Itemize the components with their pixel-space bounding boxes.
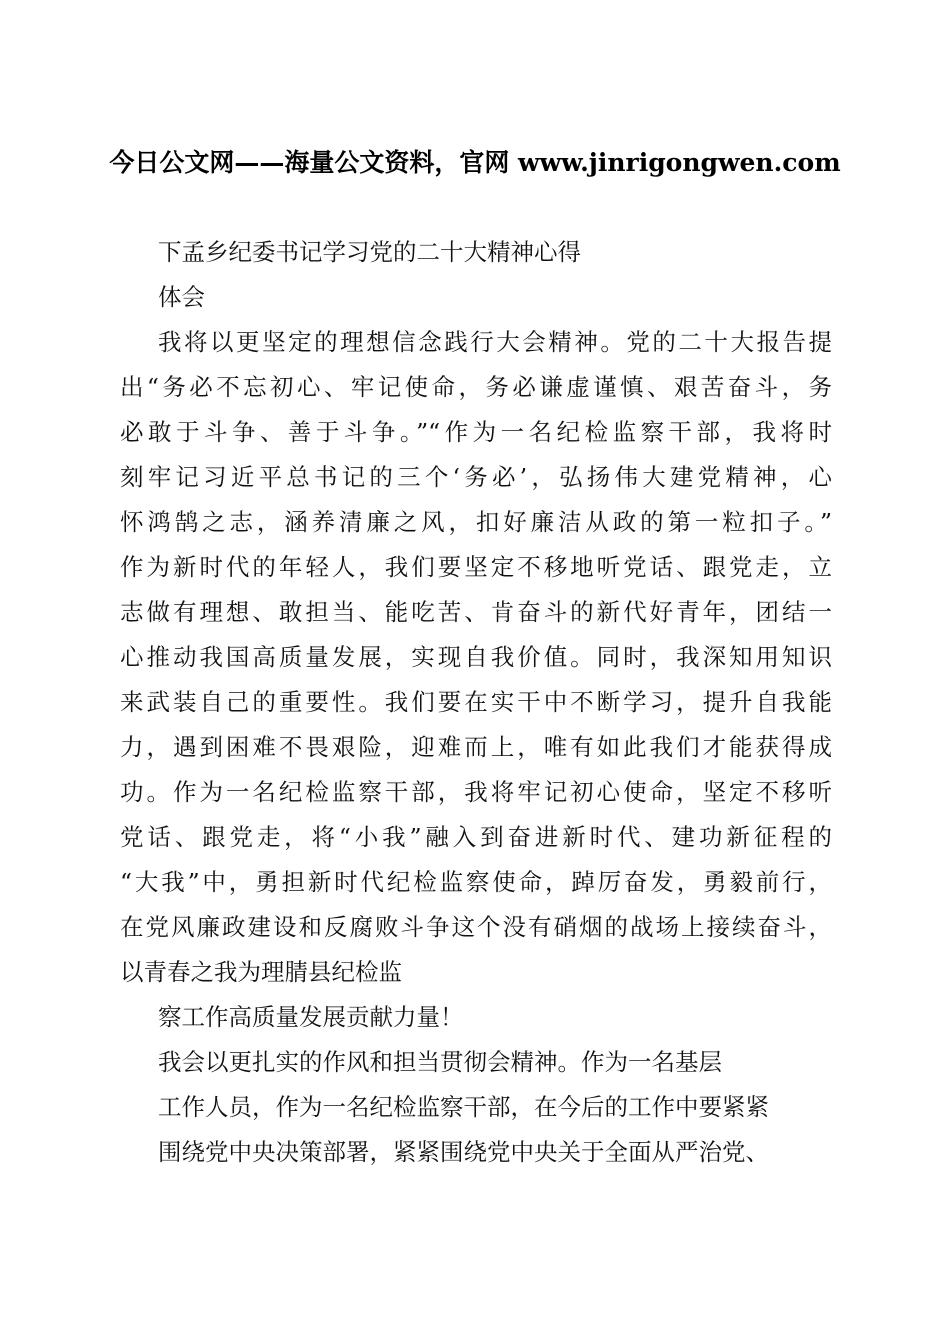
paragraph-line: 在党风廉政建设和反腐败斗争这个没有硝烟的战场上接续奋斗， (120, 913, 832, 941)
paragraph-line: 来武装自己的重要性。我们要在实干中不断学习，提升自我能 (120, 688, 832, 716)
document-body (120, 230, 832, 1175)
paragraph-line: 我将以更坚定的理想信念践行大会精神。党的二十大报告提 (158, 328, 832, 356)
paragraph-line: 必敢于斗争、善于斗争。”“作为一名纪检监察干部，我将时 (120, 418, 832, 446)
paragraph-line: 围绕党中央决策部署，紧紧围绕党中央关于全面从严治党、 (158, 1138, 769, 1166)
site-banner: 今日公文网——海量公文资料，官网 www.jinrigongwen.com (109, 148, 841, 177)
paragraph-line: 刻牢记习近平总书记的三个‘务必’，弘扬伟大建党精神，心 (120, 463, 832, 491)
paragraph-line: 怀鸿鹄之志，涵养清廉之风，扣好廉洁从政的第一粒扣子。” (120, 508, 832, 536)
paragraph-line: 出“务必不忘初心、牢记使命，务必谦虚谨慎、艰苦奋斗，务 (120, 373, 832, 401)
paragraph-line: 功。作为一名纪检监察干部，我将牢记初心使命，坚定不移听 (120, 778, 832, 806)
paragraph-line: 心推动我国高质量发展，实现自我价值。同时，我深知用知识 (120, 643, 832, 671)
paragraph-line: 我会以更扎实的作风和担当贯彻会精神。作为一名基层 (158, 1048, 722, 1076)
paragraph-line: 力，遇到困难不畏艰险，迎难而上，唯有如此我们才能获得成 (120, 733, 832, 761)
paragraph-line: 作为新时代的年轻人，我们要坚定不移地听党话、跟党走，立 (120, 553, 832, 581)
document-title-line-2: 体会 (158, 283, 205, 311)
paragraph-line: “大我”中，勇担新时代纪检监察使命，踔厉奋发，勇毅前行， (120, 868, 832, 896)
paragraph-line: 工作人员，作为一名纪检监察干部，在今后的工作中要紧紧 (158, 1093, 769, 1121)
document-title-line-1: 下孟乡纪委书记学习党的二十大精神心得 (158, 238, 581, 266)
paragraph-line: 党话、跟党走，将“小我”融入到奋进新时代、建功新征程的 (120, 823, 832, 851)
paragraph-line: 以青春之我为理腈县纪检监 (120, 958, 402, 986)
paragraph-line: 察工作高质量发展贡献力量！ (158, 1003, 464, 1031)
paragraph-line: 志做有理想、敢担当、能吃苦、肯奋斗的新代好青年，团结一 (120, 598, 832, 626)
